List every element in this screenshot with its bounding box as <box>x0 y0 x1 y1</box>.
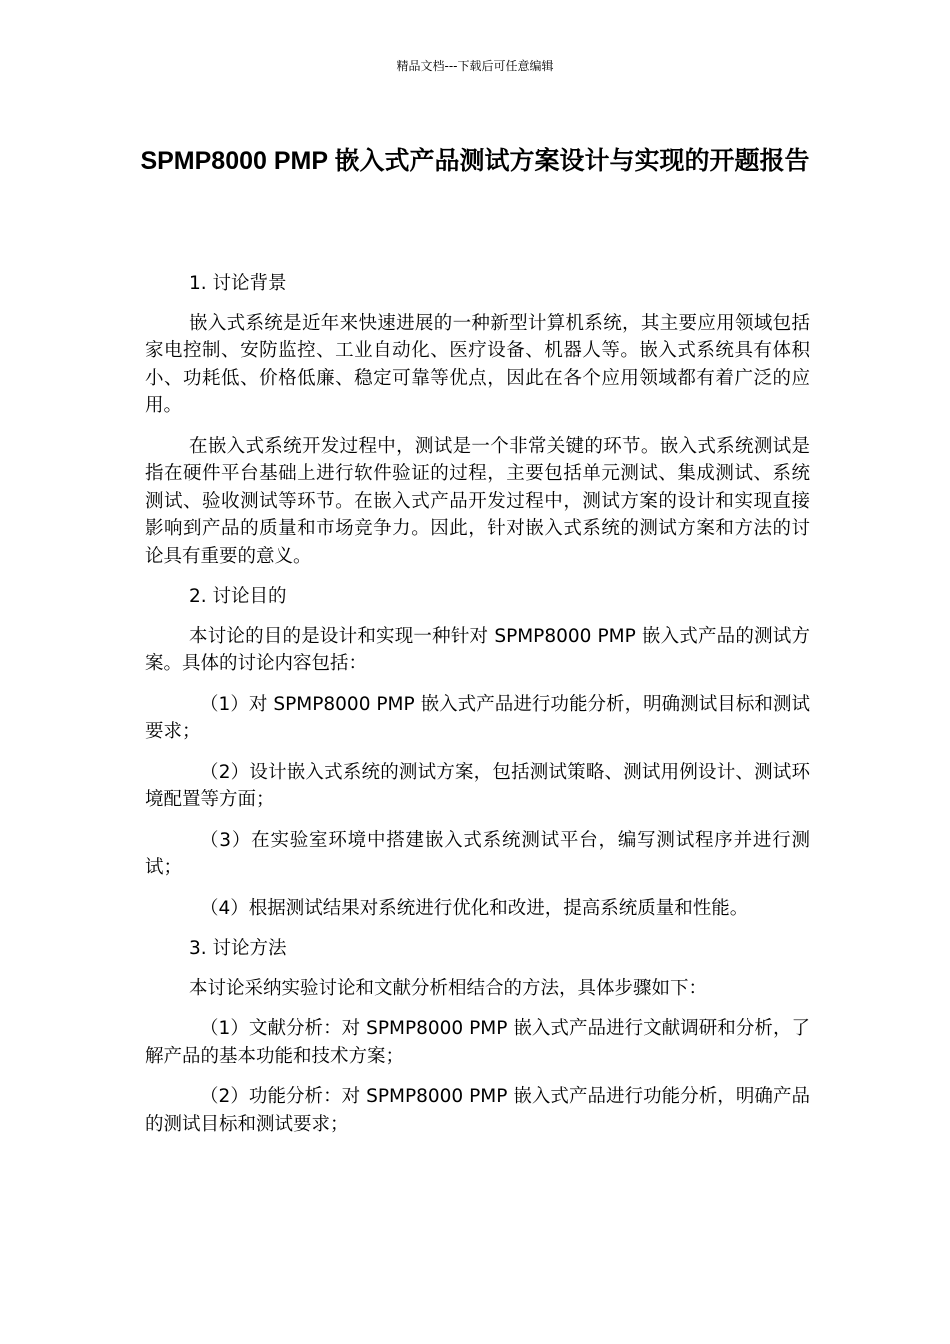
document-title: SPMP8000 PMP 嵌入式产品测试方案设计与实现的开题报告 <box>140 147 810 175</box>
list-item: （1）文献分析：对 SPMP8000 PMP 嵌入式产品进行文献调研和分析，了解产品的基本功能和技术方案； <box>145 1018 810 1067</box>
document-body <box>145 270 810 1151</box>
paragraph: 嵌入式系统是近年来快速进展的一种新型计算机系统，其主要应用领域包括家电控制、安防监控、工业自动化、医疗设备、机器人等。嵌入式系统具有体积小、功耗低、价格低廉、稳定可靠等优点，因此在各个应用领域都有着广泛的应用。 <box>145 312 810 416</box>
list-item: （1）对 SPMP8000 PMP 嵌入式产品进行功能分析，明确测试目标和测试要求； <box>145 693 810 742</box>
paragraph: 本讨论的目的是设计和实现一种针对 SPMP8000 PMP 嵌入式产品的测试方案。具体的讨论内容包括： <box>145 625 810 674</box>
section-heading-purpose: 2. 讨论目的 <box>189 586 287 607</box>
list-item: （2）设计嵌入式系统的测试方案，包括测试策略、测试用例设计、测试环境配置等方面； <box>145 761 810 810</box>
list-item: （4）根据测试结果对系统进行优化和改进，提高系统质量和性能。 <box>200 897 749 919</box>
list-item: （3）在实验室环境中搭建嵌入式系统测试平台，编写测试程序并进行测试； <box>145 829 810 878</box>
paragraph: 在嵌入式系统开发过程中，测试是一个非常关键的环节。嵌入式系统测试是指在硬件平台基础上进行软件验证的过程，主要包括单元测试、集成测试、系统测试、验收测试等环节。在嵌入式产品开发过程中，测试方案的设计和实现直接影响到产品的质量和市场竞争力。因此，针对嵌入式系统的测试方案和方法的讨论具有重要的意义。 <box>145 435 810 567</box>
header-note: 精品文档---下载后可任意编辑 <box>396 59 554 73</box>
section-heading-background: 1. 讨论背景 <box>189 273 287 294</box>
section-heading-method: 3. 讨论方法 <box>189 938 287 959</box>
list-item: （2）功能分析：对 SPMP8000 PMP 嵌入式产品进行功能分析，明确产品的测试目标和测试要求； <box>145 1086 810 1135</box>
paragraph: 本讨论采纳实验讨论和文献分析相结合的方法，具体步骤如下： <box>189 977 708 999</box>
